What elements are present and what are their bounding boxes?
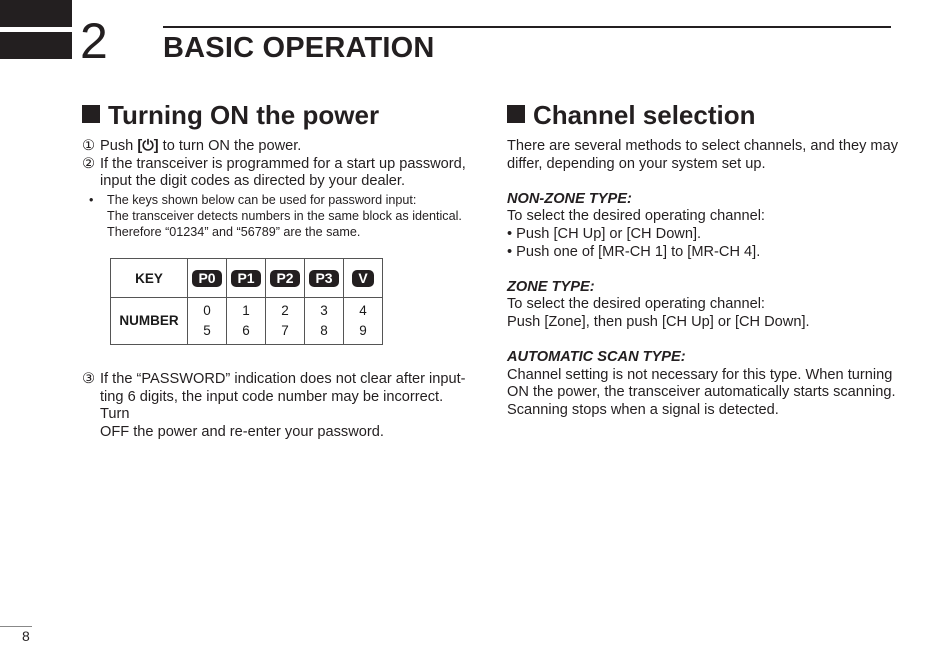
table-cell [266, 259, 305, 298]
non-zone-line: • Push one of [MR-CH 1] to [MR-CH 4]. [507, 243, 761, 260]
chapter-tab-lower [0, 32, 72, 59]
square-bullet-icon [82, 105, 100, 123]
page-number: 8 [22, 628, 30, 644]
table-cell [344, 259, 383, 298]
password-note [82, 192, 472, 240]
password-key-table [110, 258, 383, 345]
digit-bottom: 9 [359, 323, 367, 338]
step-text: If the “PASSWORD” indication does not clear after input- [100, 371, 466, 387]
p2-key-icon: P2 [270, 270, 300, 287]
digit-top: 0 [203, 303, 211, 318]
step-text: If the transceiver is programmed for a start up password, [100, 155, 466, 172]
digit-top: 2 [281, 303, 289, 318]
step-3 [82, 371, 474, 441]
note-line: Therefore “01234” and “56789” are the same. [107, 224, 361, 239]
step-number: ① [82, 138, 96, 154]
v-key-icon: V [352, 270, 374, 287]
power-steps [82, 138, 472, 240]
table-cell [305, 259, 344, 298]
auto-scan-line: Channel setting is not necessary for this type. When turning [507, 366, 893, 383]
table-cell [227, 259, 266, 298]
chapter-rule [163, 26, 891, 28]
chapter-number: 2 [80, 13, 108, 69]
auto-scan-line: ON the power, the transceiver automatically starts scanning. [507, 384, 896, 401]
zone-label: ZONE TYPE: [507, 278, 595, 295]
zone-line: To select the desired operating channel: [507, 296, 765, 313]
intro-line: differ, depending on your system set up. [507, 155, 766, 172]
chapter-tab-upper [0, 0, 72, 27]
number-row-label: NUMBER [111, 298, 188, 345]
power-key-icon: [⏻] [137, 138, 159, 154]
digit-top: 3 [320, 303, 328, 318]
chapter-title: BASIC OPERATION [163, 32, 435, 64]
step-3-block [82, 371, 474, 441]
table-cell [344, 298, 383, 345]
digit-top: 4 [359, 303, 367, 318]
step-text: Push [100, 138, 138, 154]
step-text: OFF the power and re-enter your password. [100, 423, 384, 440]
digit-top: 1 [242, 303, 250, 318]
digit-bottom: 7 [281, 323, 289, 338]
non-zone-label: NON-ZONE TYPE: [507, 190, 632, 207]
p3-key-icon: P3 [309, 270, 339, 287]
step-text: to turn ON the power. [158, 138, 302, 154]
zone-line: Push [Zone], then push [CH Up] or [CH Down]. [507, 313, 810, 330]
table-cell [188, 298, 227, 345]
table-cell [227, 298, 266, 345]
table-cell [305, 298, 344, 345]
auto-scan-line: Scanning stops when a signal is detected. [507, 401, 779, 418]
step-number: ② [82, 155, 96, 172]
intro-line: There are several methods to select channels, and they may [507, 138, 898, 154]
note-bullet: • [89, 192, 94, 207]
heading-text: Turning ON the power [108, 100, 380, 130]
digit-bottom: 5 [203, 323, 211, 338]
digit-bottom: 8 [320, 323, 328, 338]
non-zone-line: • Push [CH Up] or [CH Down]. [507, 225, 702, 242]
auto-scan-label: AUTOMATIC SCAN TYPE: [507, 349, 686, 366]
non-zone-line: To select the desired operating channel: [507, 208, 765, 225]
heading-text: Channel selection [533, 100, 756, 130]
table-row [111, 298, 383, 345]
page-number-rule [0, 626, 32, 627]
step-text: ting 6 digits, the input code number may be incorrect. Turn [100, 388, 444, 423]
note-line: The keys shown below can be used for password input: [107, 192, 417, 207]
p1-key-icon: P1 [231, 270, 261, 287]
note-line: The transceiver detects numbers in the same block as identical. [107, 208, 462, 223]
step-2 [82, 156, 472, 191]
table-cell [188, 259, 227, 298]
table-row [111, 259, 383, 298]
digit-bottom: 6 [242, 323, 250, 338]
step-number: ③ [82, 371, 96, 387]
step-1 [82, 138, 472, 156]
channel-selection-body [507, 138, 907, 420]
step-text: input the digit codes as directed by your dealer. [100, 173, 406, 190]
key-row-label: KEY [111, 259, 188, 298]
table-cell [266, 298, 305, 345]
square-bullet-icon [507, 105, 525, 123]
heading-turning-on-power [82, 100, 379, 131]
p0-key-icon: P0 [192, 270, 222, 287]
heading-channel-selection [507, 100, 756, 131]
